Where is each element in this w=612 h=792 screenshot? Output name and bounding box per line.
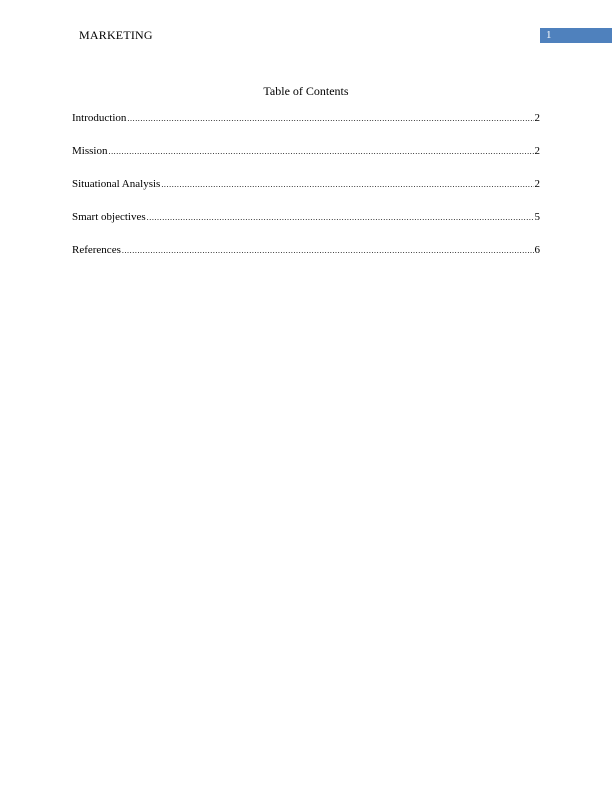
toc-entry-label: Smart objectives [72,211,146,223]
toc-entry-label: Mission [72,145,108,157]
toc-entry-page: 2 [534,178,540,190]
toc-entry-smart-objectives[interactable] [72,210,540,243]
toc-entry-page: 2 [534,145,540,157]
running-header-title: MARKETING [79,28,153,42]
page-number: 1 [546,29,552,41]
toc-entry-situational-analysis[interactable] [72,177,540,210]
toc-entry-introduction[interactable] [72,111,540,144]
toc-entry-label: Situational Analysis [72,178,161,190]
toc-entry-label: Introduction [72,112,127,124]
table-of-contents [72,111,540,276]
toc-heading: Table of Contents [263,84,349,98]
dot-leader [127,112,533,126]
dot-leader [147,211,534,225]
toc-entry-page: 2 [534,112,540,124]
page-number-badge [540,28,612,43]
toc-entry-page: 6 [534,244,540,256]
toc-entry-mission[interactable] [72,144,540,177]
dot-leader [108,145,533,159]
toc-entry-page: 5 [534,211,540,223]
dot-leader [161,178,533,192]
dot-leader [122,244,534,258]
toc-entry-references[interactable] [72,243,540,276]
toc-entry-label: References [72,244,121,256]
